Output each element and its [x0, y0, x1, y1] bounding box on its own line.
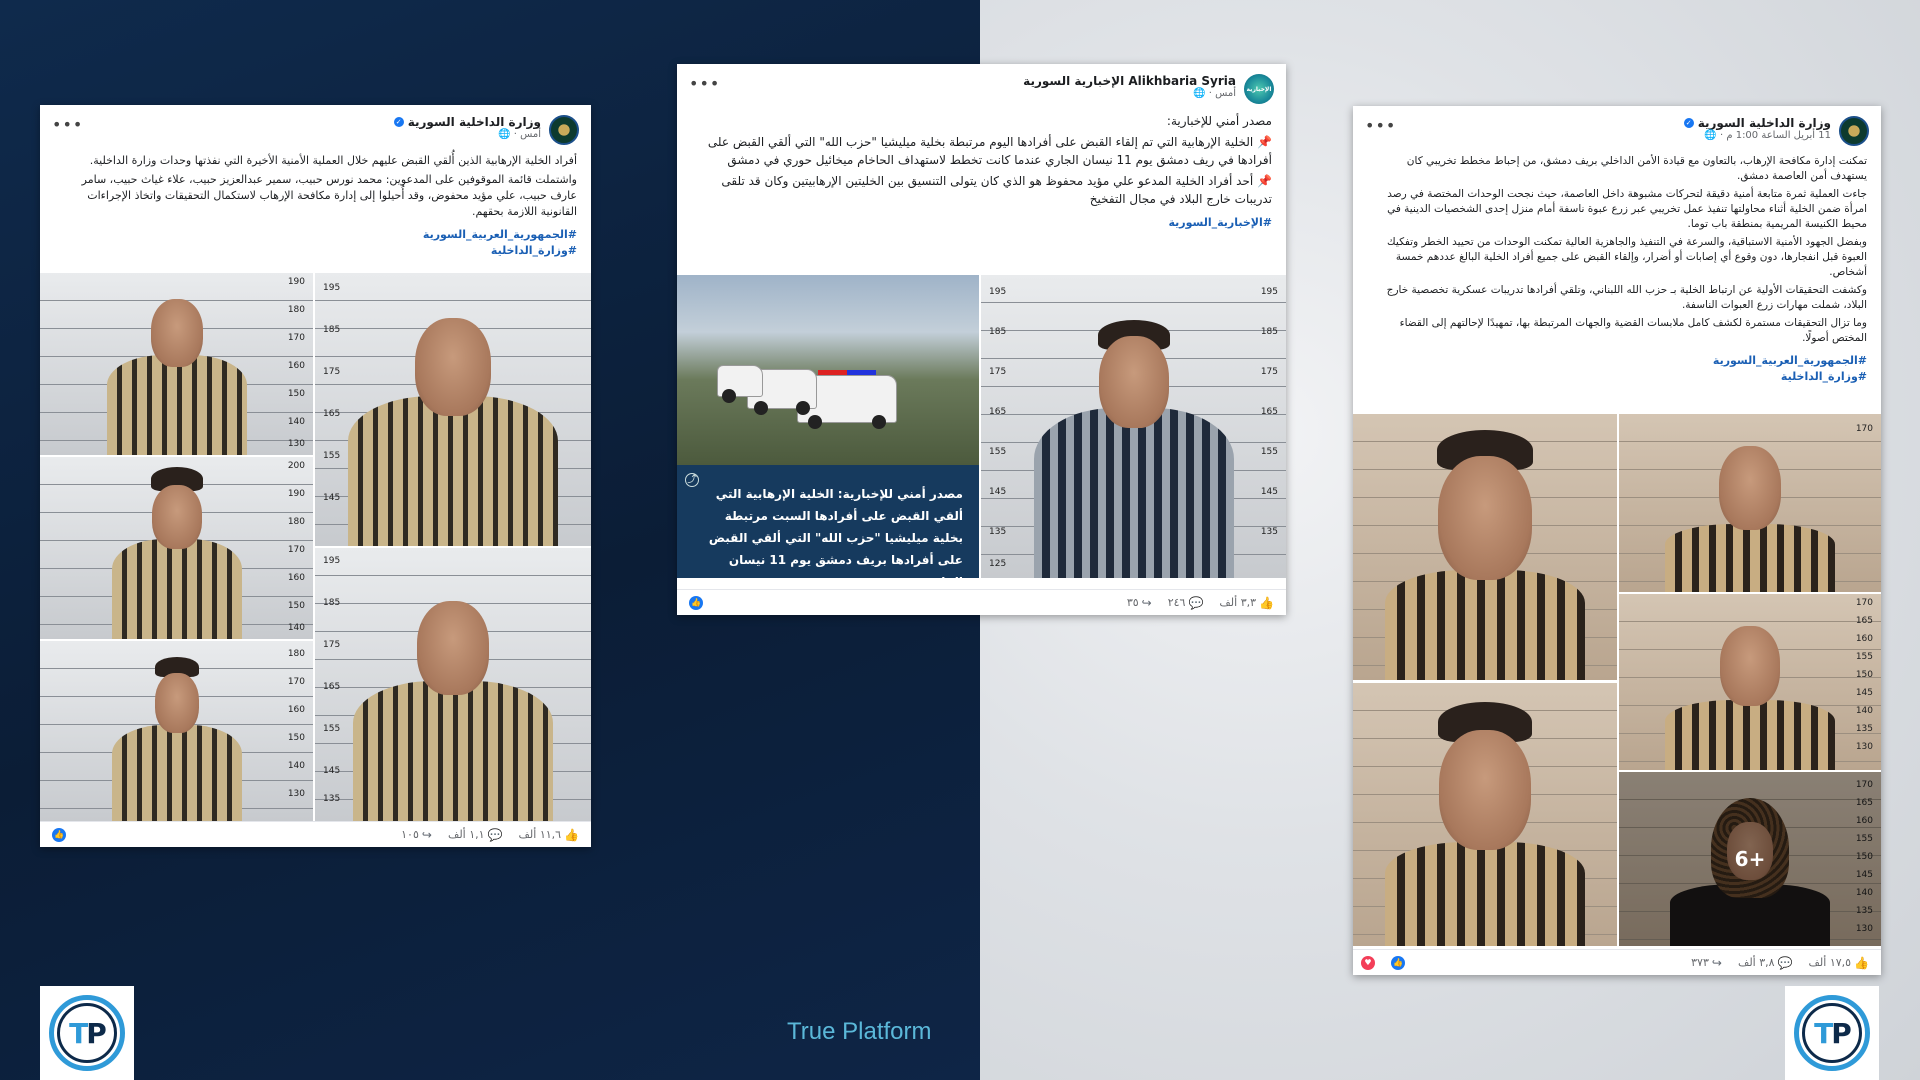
share-icon: ↪	[1711, 955, 1722, 970]
scale-label: 145	[1260, 487, 1278, 497]
scale-label: 150	[1855, 670, 1873, 680]
verified-icon: ✓	[394, 117, 404, 127]
scale-label: 190	[287, 277, 305, 287]
more-options-icon[interactable]: •••	[689, 74, 721, 93]
scale-label: 140	[1855, 706, 1873, 716]
scale-label: 135	[1855, 906, 1873, 916]
mugshot-photo[interactable]	[40, 273, 313, 455]
scale-label: 135	[1260, 527, 1278, 537]
mugshot-photo[interactable]	[1619, 594, 1881, 770]
post-meta: 11 أبريل الساعة 1:00 م · 🌐	[1704, 130, 1831, 141]
paragraph: 📌 أحد أفراد الخلية المدعو علي مؤيد محفوظ هو الذي كان يتولى التنسيق بين الخليتين الإرهابيتين وكان قد تلقى تدريبات خارج البلاد في مجال التفخيخ	[721, 174, 1272, 206]
more-options-icon[interactable]: •••	[1365, 116, 1397, 135]
mugshot-photo[interactable]	[40, 641, 313, 821]
page-name[interactable]: وزارة الداخلية السورية ✓	[394, 115, 541, 129]
paragraph: وكشفت التحقيقات الأولية عن ارتباط الخلية بـ حزب الله اللبناني، وتلقي أفرادها تدريبات عسكرية تخصصية خارج البلاد، شملت مهارات زرع العبوات الناسفة.	[1386, 284, 1867, 311]
face	[1439, 730, 1531, 850]
scale-label: 185	[323, 598, 341, 608]
scale-label: 185	[1260, 327, 1278, 337]
share-icon: ↪	[1141, 595, 1152, 610]
scale-label: 150	[287, 733, 305, 743]
scale-label: 195	[989, 287, 1007, 297]
like-icon: 👍	[564, 827, 579, 842]
comments-count[interactable]: 💬 ٣,٨ ألف	[1737, 955, 1793, 970]
mugshot-photo[interactable]	[1353, 414, 1617, 680]
striped-shirt	[1665, 524, 1835, 592]
scale-label: 195	[1260, 287, 1278, 297]
scale-label: 145	[323, 766, 341, 776]
scale-label: 160	[1855, 634, 1873, 644]
face	[1719, 446, 1781, 530]
link-icon: ⤴	[685, 473, 699, 487]
post-text	[677, 108, 1286, 215]
paragraph: وما تزال التحقيقات مستمرة لكشف كامل ملابسات القضية والجهات المرتبطة بها، تمهيدًا لإحالتهم إلى القضاء المختص أصولًا.	[1399, 317, 1867, 344]
comment-icon: 💬	[1188, 595, 1204, 610]
scale-label: 165	[1260, 407, 1278, 417]
likes-count[interactable]: 👍 ١٧,٥ ألف	[1808, 955, 1869, 970]
scale-label: 190	[287, 489, 305, 499]
scale-label: 170	[1855, 424, 1873, 434]
hashtag-link[interactable]: #الإخبارية_السورية	[1168, 216, 1272, 229]
page-name[interactable]: وزارة الداخلية السورية ✓	[1684, 116, 1831, 130]
share-icon: ↪	[421, 827, 432, 842]
scale-label: 180	[287, 649, 305, 659]
like-reaction-icon: 👍	[1391, 956, 1405, 970]
scale-label: 140	[287, 417, 305, 427]
post-middle	[677, 64, 1286, 615]
scale-label: 145	[989, 487, 1007, 497]
post-right	[1353, 106, 1881, 975]
scale-label: 140	[287, 623, 305, 633]
post-header	[677, 64, 1286, 108]
scale-label: 165	[323, 409, 341, 419]
hashtag-link[interactable]: #الجمهورية_العربية_السورية	[1712, 354, 1867, 367]
shares-count[interactable]: ↪ ١٠٥	[401, 827, 432, 842]
post-header	[1353, 106, 1881, 150]
scale-label: 130	[287, 439, 305, 449]
verified-icon: ✓	[1684, 118, 1694, 128]
more-options-icon[interactable]: •••	[52, 115, 84, 134]
scale-label: 135	[323, 794, 341, 804]
mugshot-photo[interactable]	[1619, 414, 1881, 592]
scale-label: 195	[323, 556, 341, 566]
scale-label: 130	[1855, 924, 1873, 934]
scale-label: 160	[287, 573, 305, 583]
scale-label: 195	[323, 283, 341, 293]
scale-label: 130	[1855, 742, 1873, 752]
striped-shirt	[1385, 570, 1585, 680]
scale-label: 175	[323, 367, 341, 377]
paragraph: واشتملت قائمة الموقوفين على المدعوين: محمد نورس حبيب، سمير عبدالعزيز حبيب، علاء غياث حبيب، سامر عارف حبيب، علي مؤيد محفوض، وقد أُحيلوا إلى إدارة مكافحة الإرهاب لاستكمال التحقيقات واتخاذ الإجراءات القانونية اللازمة بحقهم.	[81, 173, 577, 218]
paragraph: أفراد الخلية الإرهابية الذين أُلقي القبض عليهم خلال العملية الأمنية الأخيرة التي نفذتها وحدات وزارة الداخلية.	[89, 154, 577, 167]
police-car	[717, 365, 763, 397]
paragraph: وبفضل الجهود الأمنية الاستباقية، والسرعة في التنفيذ والجاهزية العالية تمكنت الوحدات من تحييد الخطر وتفكيك العبوة قبل انفجارها، دون وقوع أي إصابات أو أضرار، وإلقاء القبض على جميع أفراد الخلية البالغ عددهم خمسة أشخاص.	[1387, 236, 1867, 278]
face	[1438, 456, 1532, 580]
post-meta: أمس · 🌐	[1193, 88, 1236, 99]
face	[151, 299, 203, 367]
hashtag-link[interactable]: #وزارة_الداخلية	[490, 244, 577, 257]
post-meta: أمس · 🌐	[498, 129, 541, 140]
scale-label: 145	[1855, 688, 1873, 698]
scale-label: 155	[989, 447, 1007, 457]
mugshot-photo[interactable]	[315, 548, 591, 821]
mugshot-photo[interactable]	[1619, 772, 1881, 946]
mugshot-photo[interactable]	[315, 273, 591, 546]
post-text	[40, 149, 591, 227]
striped-shirt	[348, 396, 558, 546]
scale-label: 155	[1855, 834, 1873, 844]
scale-label: 165	[1855, 798, 1873, 808]
striped-shirt	[107, 355, 247, 455]
face	[155, 673, 199, 733]
police-vehicles-photo[interactable]	[677, 275, 979, 465]
image-caption: مصدر أمني للإخبارية: الخلية الإرهابية التي ألقي القبض على أفرادها السبت مرتبطة بخلية ميليشيا "حزب الله" التي ألقي القبض على أفرادها بريف دمشق يوم 11 نيسان الجاري	[708, 487, 963, 589]
scale-label: 125	[989, 559, 1007, 569]
hashtag-link[interactable]: #وزارة_الداخلية	[1780, 370, 1867, 383]
scale-label: 175	[989, 367, 1007, 377]
shares-count[interactable]: ↪ ٣٥	[1126, 595, 1152, 610]
striped-shirt	[112, 539, 242, 639]
scale-label: 155	[1260, 447, 1278, 457]
face	[1099, 336, 1169, 428]
comment-icon: 💬	[487, 827, 503, 842]
comment-icon: 💬	[1777, 955, 1793, 970]
scale-label: 150	[287, 601, 305, 611]
striped-shirt	[353, 681, 553, 821]
scale-label: 200	[287, 461, 305, 471]
like-reaction-icon: 👍	[689, 596, 703, 610]
paragraph: 📌 الخلية الإرهابية التي تم إلقاء القبض على أفرادها اليوم مرتبطة بخلية ميليشيا "حزب الله" التي ألقي القبض على أفرادها في ريف دمشق يوم 11 نيسان الجاري عندما كانت تخطط لاستهداف الحاخام ميخائيل حوري في دمشق	[707, 135, 1272, 167]
scale-label: 170	[287, 545, 305, 555]
post-text	[1353, 150, 1881, 353]
likes-count[interactable]: 👍 ١١,٦ ألف	[518, 827, 579, 842]
likes-count[interactable]: 👍 ٣,٣ ألف	[1219, 595, 1274, 610]
page-name[interactable]: Alikhbaria Syria الإخبارية السورية	[1023, 74, 1236, 88]
scale-label: 145	[323, 493, 341, 503]
true-platform-logo: TP	[40, 986, 134, 1080]
comments-count[interactable]: 💬 ٢٤٦	[1167, 595, 1204, 610]
scale-label: 180	[287, 305, 305, 315]
scale-label: 170	[1855, 598, 1873, 608]
scale-label: 165	[323, 682, 341, 692]
scale-label: 175	[323, 640, 341, 650]
face	[1720, 626, 1780, 706]
scale-label: 185	[989, 327, 1007, 337]
post-header	[40, 105, 591, 149]
page-avatar[interactable]: الإخبارية	[1244, 74, 1274, 104]
striped-shirt	[1665, 700, 1835, 770]
image-caption-panel[interactable]	[677, 465, 979, 589]
page-avatar[interactable]	[1839, 116, 1869, 146]
scale-label: 140	[1855, 888, 1873, 898]
brand-caption: True Platform	[787, 1018, 932, 1045]
more-photos-overlay[interactable]: +6	[1619, 772, 1881, 946]
scale-label: 170	[287, 677, 305, 687]
scale-label: 180	[287, 517, 305, 527]
post-footer	[40, 821, 591, 847]
post-footer	[677, 589, 1286, 615]
scale-label: 155	[323, 724, 341, 734]
scale-label: 160	[1855, 816, 1873, 826]
like-icon: 👍	[1259, 595, 1274, 610]
mugshot-photo[interactable]	[40, 457, 313, 639]
mugshot-photo[interactable]	[1353, 683, 1617, 946]
scale-label: 135	[989, 527, 1007, 537]
scale-label: 175	[1260, 367, 1278, 377]
like-reaction-icon: 👍	[52, 828, 66, 842]
post-left	[40, 105, 591, 847]
scale-label: 140	[287, 761, 305, 771]
striped-shirt	[1034, 408, 1234, 578]
like-icon: 👍	[1854, 955, 1869, 970]
scale-label: 155	[1855, 652, 1873, 662]
scale-label: 170	[287, 333, 305, 343]
scale-label: 150	[1855, 852, 1873, 862]
love-reaction-icon: ♥	[1361, 956, 1375, 970]
post-footer	[1353, 949, 1881, 975]
true-platform-logo: TP	[1785, 986, 1879, 1080]
scale-label: 170	[1855, 780, 1873, 790]
scale-label: 150	[287, 389, 305, 399]
striped-shirt	[1385, 842, 1585, 946]
scale-label: 130	[287, 789, 305, 799]
comments-count[interactable]: 💬 ١,١ ألف	[447, 827, 503, 842]
scale-label: 160	[287, 705, 305, 715]
face	[152, 485, 202, 549]
page-avatar[interactable]	[549, 115, 579, 145]
scale-label: 135	[1855, 724, 1873, 734]
striped-shirt	[112, 725, 242, 821]
shares-count[interactable]: ↪ ٣٧٣	[1691, 955, 1722, 970]
scale-label: 165	[989, 407, 1007, 417]
face	[417, 601, 489, 695]
scale-label: 155	[323, 451, 341, 461]
paragraph: جاءت العملية ثمرة متابعة أمنية دقيقة لتحركات مشبوهة داخل العاصمة، حيث نجحت الوحدات المختصة في رصد امرأة ضمن الخلية أثناء محاولتها تنفيذ عمل تخريبي عبر زرع عبوة ناسفة أمام منزل إحدى الشخصيات الدينية في محيط الكنيسة المريمية بمنطقة باب توما.	[1387, 188, 1867, 230]
face	[415, 318, 491, 416]
scale-label: 185	[323, 325, 341, 335]
hashtag-link[interactable]: #الجمهورية_العربية_السورية	[422, 228, 577, 241]
scale-label: 165	[1855, 616, 1873, 626]
scale-label: 160	[287, 361, 305, 371]
paragraph: مصدر أمني للإخبارية:	[1166, 114, 1272, 128]
paragraph: تمكنت إدارة مكافحة الإرهاب، بالتعاون مع قيادة الأمن الداخلي بريف دمشق، من إحباط مخطط تخريبي كان يستهدف أمن العاصمة دمشق.	[1406, 155, 1867, 182]
mugshot-photo[interactable]	[981, 275, 1286, 578]
scale-label: 145	[1855, 870, 1873, 880]
